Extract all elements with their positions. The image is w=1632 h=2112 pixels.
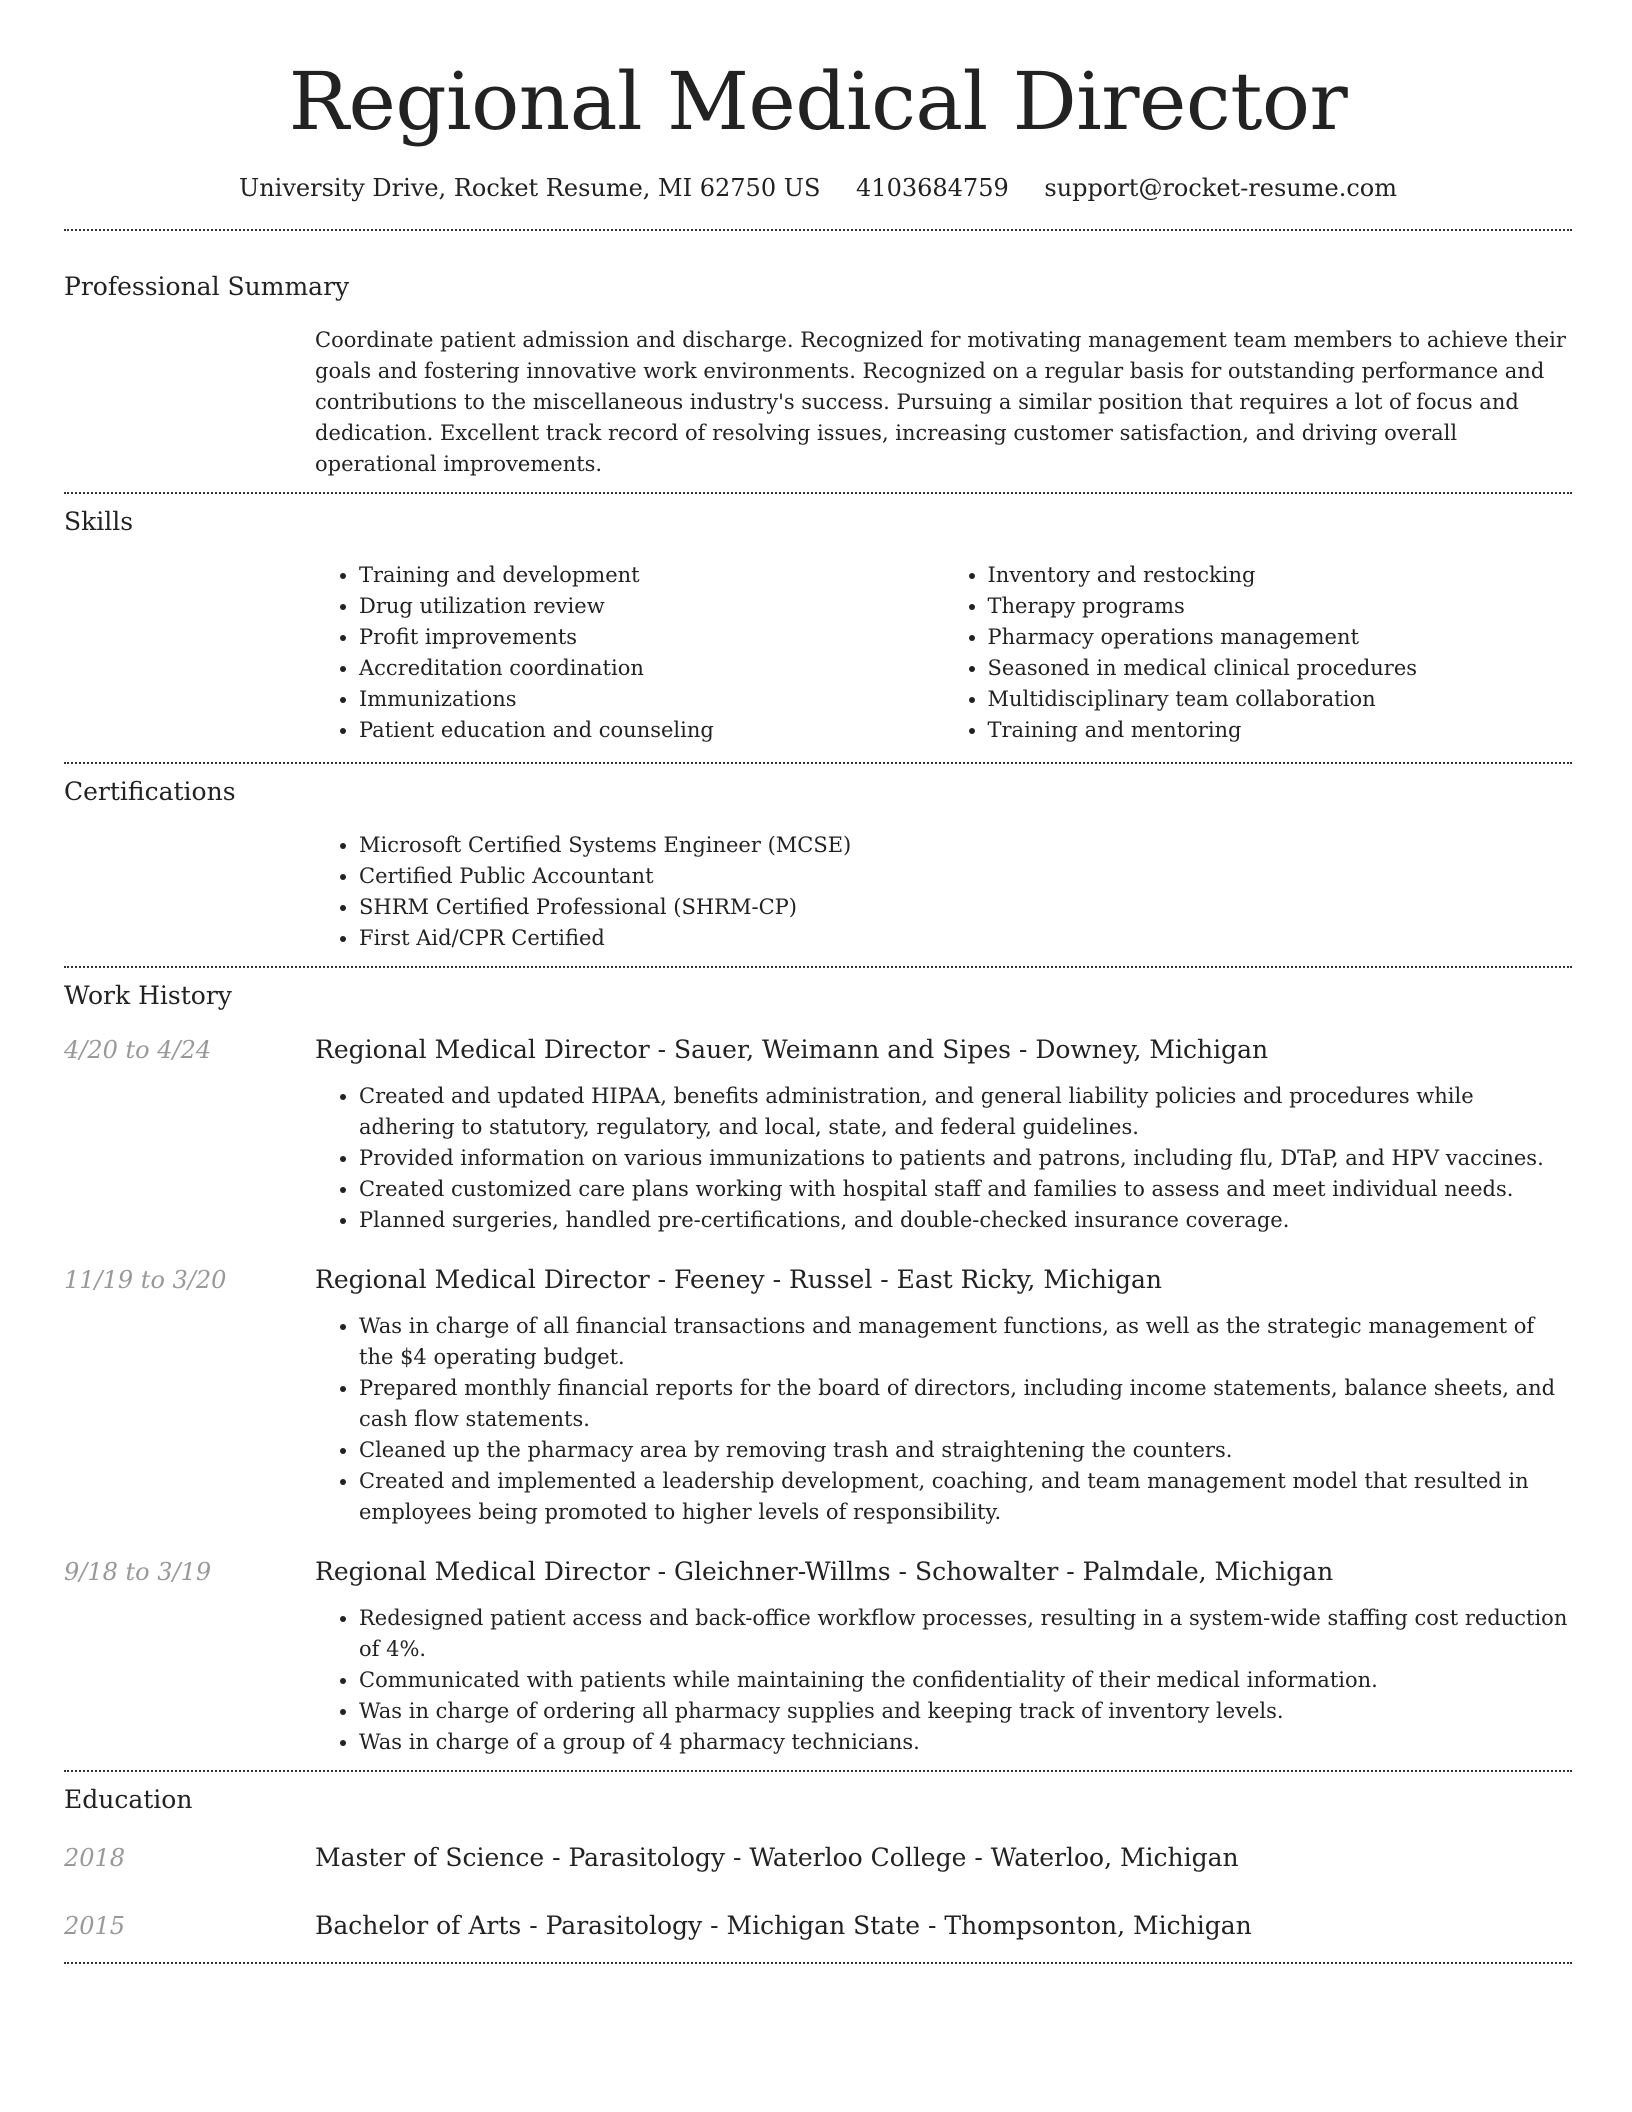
education-year: 2018 [64, 1844, 126, 1872]
job-entry [64, 1264, 1572, 1528]
job-bullet: • Communicated with patients while maintaining the confidentiality of their medical information. [359, 1665, 1572, 1696]
skill-item: • Accreditation coordination [359, 653, 944, 684]
education-entry [64, 1842, 1572, 1874]
certifications-list [315, 830, 1572, 954]
certification-item: • First Aid/CPR Certified [359, 923, 1572, 954]
job-entry [64, 1556, 1572, 1758]
job-bullet: • Redesigned patient access and back-office workflow processes, resulting in a system-wide staffing cost reduction of 4%. [359, 1603, 1572, 1665]
job-bullet: • Created and implemented a leadership development, coaching, and team management model that resulted in employees being promoted to higher levels of responsibility. [359, 1466, 1572, 1528]
job-bullet: • Provided information on various immunizations to patients and patrons, including flu, DTaP, and HPV vaccines. [359, 1143, 1572, 1174]
divider [64, 1962, 1572, 1964]
resume-page [64, 0, 1572, 1964]
divider [64, 966, 1572, 968]
skill-item: • Profit improvements [359, 622, 944, 653]
job-bullet: • Planned surgeries, handled pre-certifications, and double-checked insurance coverage. [359, 1205, 1572, 1236]
skills-column-left [315, 560, 944, 746]
job-entry [64, 1034, 1572, 1236]
contact-line [64, 172, 1572, 204]
job-heading: Regional Medical Director - Sauer, Weimann and Sipes - Downey, Michigan [315, 1035, 1269, 1064]
job-dates: 9/18 to 3/19 [64, 1558, 212, 1586]
job-bullet: • Was in charge of all financial transactions and management functions, as well as the strategic management of the $4 operating budget. [359, 1311, 1572, 1373]
job-bullet: • Created customized care plans working with hospital staff and families to assess and meet individual needs. [359, 1174, 1572, 1205]
section-title-education: Education [64, 1785, 193, 1814]
skill-item: • Pharmacy operations management [988, 622, 1573, 653]
skill-item: • Therapy programs [988, 591, 1573, 622]
job-bullet: • Created and updated HIPAA, benefits administration, and general liability policies and procedures while adhering to statutory, regulatory, and local, state, and federal guidelines. [359, 1081, 1572, 1143]
skill-item: • Training and development [359, 560, 944, 591]
job-dates: 11/19 to 3/20 [64, 1266, 227, 1294]
skills-list [315, 560, 1572, 746]
job-heading: Regional Medical Director - Gleichner-Willms - Schowalter - Palmdale, Michigan [315, 1557, 1334, 1586]
resume-name: Regional Medical Director [288, 55, 1348, 148]
summary-text: Coordinate patient admission and discharge. Recognized for motivating management team members to achieve their goals and fostering innovative work environments. Recognized on a regular basis for outstanding performance and contributions to the miscellaneous industry's success. Pursuing a similar position that requires a lot of focus and dedication. Excellent track record of resolving issues, increasing customer satisfaction, and driving overall operational improvements. [315, 328, 1566, 476]
skill-item: • Immunizations [359, 684, 944, 715]
certification-item: • Certified Public Accountant [359, 861, 1572, 892]
contact-address: University Drive, Rocket Resume, MI 62750 US [238, 174, 821, 202]
divider [64, 229, 1572, 231]
education-year: 2015 [64, 1912, 126, 1940]
education-entry [64, 1910, 1572, 1942]
job-dates: 4/20 to 4/24 [64, 1036, 212, 1064]
skills-column-right [944, 560, 1573, 746]
job-bullet: • Was in charge of ordering all pharmacy supplies and keeping track of inventory levels. [359, 1696, 1572, 1727]
section-title-summary: Professional Summary [64, 272, 350, 301]
divider [64, 762, 1572, 764]
education-heading: Master of Science - Parasitology - Waterloo College - Waterloo, Michigan [315, 1843, 1239, 1872]
certification-item: • SHRM Certified Professional (SHRM-CP) [359, 892, 1572, 923]
contact-email: support@rocket-resume.com [1044, 174, 1397, 202]
divider [64, 492, 1572, 494]
section-title-work-history: Work History [64, 981, 232, 1010]
certification-item: • Microsoft Certified Systems Engineer (MCSE) [359, 830, 1572, 861]
section-title-skills: Skills [64, 507, 134, 536]
job-bullet: • Cleaned up the pharmacy area by removing trash and straightening the counters. [359, 1435, 1572, 1466]
job-bullet: • Was in charge of a group of 4 pharmacy technicians. [359, 1727, 1572, 1758]
job-bullet: • Prepared monthly financial reports for the board of directors, including income statements, balance sheets, and cash flow statements. [359, 1373, 1572, 1435]
section-title-certifications: Certifications [64, 777, 236, 806]
education-heading: Bachelor of Arts - Parasitology - Michigan State - Thompsonton, Michigan [315, 1911, 1252, 1940]
job-heading: Regional Medical Director - Feeney - Russel - East Ricky, Michigan [315, 1265, 1163, 1294]
divider [64, 1770, 1572, 1772]
contact-phone: 4103684759 [856, 174, 1009, 202]
skill-item: • Drug utilization review [359, 591, 944, 622]
skill-item: • Inventory and restocking [988, 560, 1573, 591]
skill-item: • Training and mentoring [988, 715, 1573, 746]
skill-item: • Patient education and counseling [359, 715, 944, 746]
skill-item: • Seasoned in medical clinical procedures [988, 653, 1573, 684]
skill-item: • Multidisciplinary team collaboration [988, 684, 1573, 715]
